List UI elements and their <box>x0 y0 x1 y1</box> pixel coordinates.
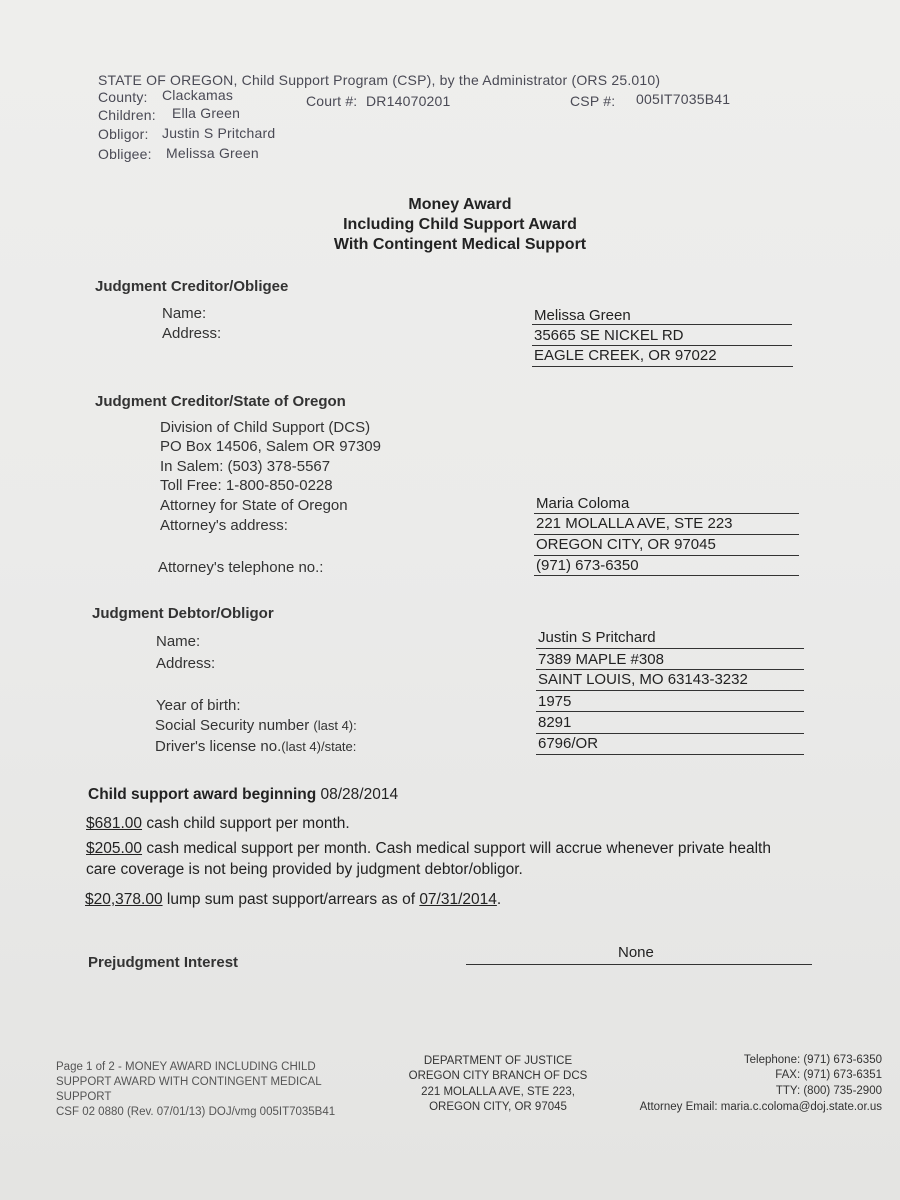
medical-text1: cash medical support per month. Cash medical support will accrue whenever private health <box>146 840 771 857</box>
medical-amount: $205.00 <box>86 840 143 857</box>
medical-line1 <box>86 840 771 858</box>
footer-center-4: OREGON CITY, OR 97045 <box>429 1101 567 1113</box>
ssn-label-text: Social Security number <box>155 717 310 734</box>
attorney-name-line <box>534 513 799 514</box>
court-label: Court #: <box>306 93 358 109</box>
court-value: DR14070201 <box>366 93 451 109</box>
document-title-line1: Money Award <box>408 196 512 213</box>
attorney-label: Attorney for State of Oregon <box>160 497 348 514</box>
medical-text2: care coverage is not being provided by judgment debtor/obligor. <box>86 861 523 878</box>
obligor-value: Justin S Pritchard <box>162 125 276 141</box>
award-heading-line <box>88 786 398 804</box>
debtor-dl: 6796/OR <box>538 735 599 752</box>
footer-left-4: CSF 02 0880 (Rev. 07/01/13) DOJ/vmg 005IT7035B41 <box>56 1106 336 1118</box>
support-line <box>86 815 350 833</box>
dcs-line2: PO Box 14506, Salem OR 97309 <box>160 438 381 455</box>
debtor-name: Justin S Pritchard <box>538 629 656 646</box>
creditor-state-heading: Judgment Creditor/State of Oregon <box>95 393 346 410</box>
debtor-address2-line <box>536 690 804 691</box>
obligee-address1-line <box>532 345 792 346</box>
footer-center-1: DEPARTMENT OF JUSTICE <box>423 1055 573 1067</box>
footer-center-2: OREGON CITY BRANCH OF DCS <box>408 1070 588 1082</box>
support-amount: $681.00 <box>86 815 143 832</box>
debtor-yob: 1975 <box>538 693 572 710</box>
dl-label-suffix: (last 4)/state: <box>281 739 357 754</box>
obligee-name: Melissa Green <box>534 307 631 324</box>
attorney-address2: OREGON CITY, OR 97045 <box>536 536 716 553</box>
footer-right-4: Attorney Email: maria.c.coloma@doj.state.or.us <box>639 1101 882 1113</box>
lump-end: . <box>496 891 502 908</box>
csp-value: 005IT7035B41 <box>636 91 731 107</box>
dcs-line3: In Salem: (503) 378-5567 <box>160 458 331 475</box>
attorney-address1-line <box>534 534 799 535</box>
debtor-dl-line <box>536 754 804 755</box>
ssn-label-suffix: (last 4): <box>313 718 357 733</box>
obligee-address1: 35665 SE NICKEL RD <box>534 327 684 344</box>
debtor-address1: 7389 MAPLE #308 <box>538 651 664 668</box>
obligor-label: Obligor: <box>98 126 149 142</box>
dl-label-text: Driver's license no. <box>155 738 282 755</box>
footer-center-3: 221 MOLALLA AVE, STE 223, <box>421 1086 575 1098</box>
footer-left-2: SUPPORT AWARD WITH CONTINGENT MEDICAL <box>56 1076 322 1088</box>
county-value: Clackamas <box>162 87 234 103</box>
debtor-name-line <box>536 648 804 649</box>
interest-label: Prejudgment Interest <box>88 954 239 971</box>
support-text: cash child support per month. <box>146 815 350 832</box>
lump-date: 07/31/2014 <box>419 891 497 908</box>
creditor-obligee-heading: Judgment Creditor/Obligee <box>95 278 289 295</box>
yob-label: Year of birth: <box>156 697 241 714</box>
debtor-ssn: 8291 <box>538 714 572 731</box>
award-start-date: 08/28/2014 <box>320 786 399 803</box>
agency-line: STATE OF OREGON, Child Support Program (CSP), by the Administrator (ORS 25.010) <box>98 72 661 88</box>
document-title-line2: Including Child Support Award <box>343 216 577 233</box>
attorney-address2-line <box>534 555 799 556</box>
document-title-line3: With Contingent Medical Support <box>333 236 587 253</box>
attorney-phone: (971) 673-6350 <box>536 557 639 574</box>
attorney-phone-label: Attorney's telephone no.: <box>158 559 324 576</box>
debtor-name-label: Name: <box>156 633 201 650</box>
attorney-address1: 221 MOLALLA AVE, STE 223 <box>536 515 733 532</box>
footer-right-1: Telephone: (971) 673-6350 <box>743 1054 882 1066</box>
csp-label: CSP #: <box>570 93 616 109</box>
lump-amount: $20,378.00 <box>85 891 163 908</box>
obligee-name-label: Name: <box>162 305 207 322</box>
footer-left-3: SUPPORT <box>56 1091 112 1103</box>
award-heading: Child support award beginning <box>88 786 317 803</box>
debtor-heading: Judgment Debtor/Obligor <box>92 605 274 622</box>
debtor-address1-line <box>536 669 804 670</box>
interest-line <box>466 964 812 965</box>
footer-left-1: Page 1 of 2 - MONEY AWARD INCLUDING CHILD <box>56 1061 316 1073</box>
debtor-address2: SAINT LOUIS, MO 63143-3232 <box>538 671 748 688</box>
dl-label <box>155 738 356 755</box>
attorney-name: Maria Coloma <box>536 495 630 512</box>
ssn-label <box>155 717 357 734</box>
obligee-name-line <box>532 324 792 325</box>
obligee-address2-line <box>532 366 793 367</box>
dcs-line1: Division of Child Support (DCS) <box>160 419 371 436</box>
debtor-address-label: Address: <box>156 655 216 672</box>
obligee-label: Obligee: <box>98 146 152 162</box>
county-label: County: <box>98 89 148 105</box>
footer-right-3: TTY: (800) 735-2900 <box>775 1085 882 1097</box>
debtor-ssn-line <box>536 733 804 734</box>
obligee-value: Melissa Green <box>166 145 259 161</box>
footer-right-2: FAX: (971) 673-6351 <box>775 1069 882 1081</box>
dcs-line4: Toll Free: 1-800-850-0228 <box>160 477 333 494</box>
obligee-address2: EAGLE CREEK, OR 97022 <box>534 347 717 364</box>
interest-value: None <box>618 944 654 961</box>
attorney-address-label: Attorney's address: <box>160 517 288 534</box>
children-value: Ella Green <box>172 105 241 121</box>
debtor-yob-line <box>536 711 804 712</box>
attorney-phone-line <box>534 575 799 576</box>
lump-line <box>85 891 501 909</box>
lump-text: lump sum past support/arrears as of <box>166 891 415 908</box>
children-label: Children: <box>98 107 156 123</box>
obligee-address-label: Address: <box>162 325 222 342</box>
